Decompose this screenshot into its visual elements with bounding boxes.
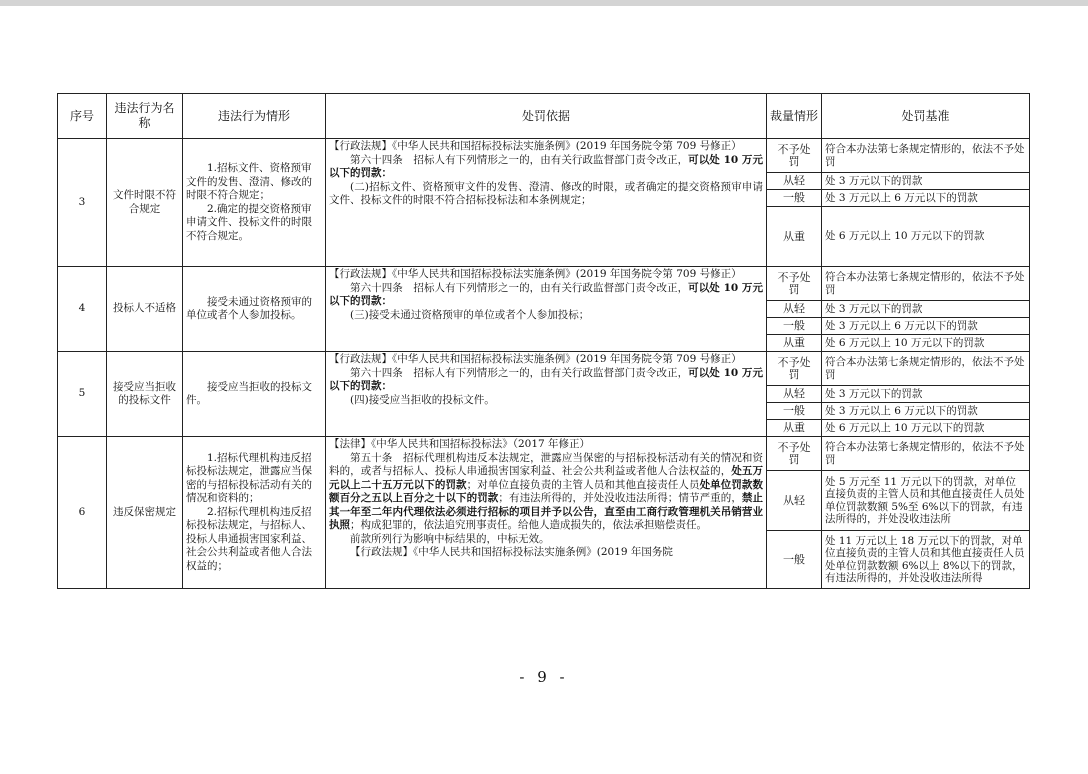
penalty-standard: 处 3 万元以下的罚款: [822, 301, 1030, 318]
table-row: [58, 139, 1030, 173]
row-number: 6: [58, 437, 107, 589]
penalty-basis: [326, 437, 767, 589]
basis-bold-text: 可以处 10 万元以下的罚款：: [329, 366, 763, 392]
basis-paragraph: [329, 394, 763, 408]
header-level: 裁量情形: [767, 94, 822, 139]
situation-item: 接受应当拒收的投标文件。: [186, 380, 312, 406]
basis-bold-text: 可以处 10 万元以下的罚款：: [329, 153, 763, 179]
basis-text: (三)接受未通过资格预审的单位或者个人参加投标；: [350, 308, 590, 321]
penalty-standard: 处 6 万元以上 10 万元以下的罚款: [822, 335, 1030, 352]
discretion-level: 一般: [767, 531, 822, 589]
basis-bold-text: 可以处 10 万元以下的罚款：: [329, 281, 763, 307]
discretion-level: 不予处罚: [767, 437, 822, 471]
penalty-basis: [326, 139, 767, 267]
header-standard: 处罚基准: [822, 94, 1030, 139]
discretion-level: 从重: [767, 207, 822, 267]
basis-paragraph: [329, 452, 763, 533]
table-row: [58, 352, 1030, 386]
discretion-level: 一般: [767, 403, 822, 420]
violation-name: 违反保密规定: [107, 437, 183, 589]
basis-text: 第五十条 招标代理机构违反本法规定，泄露应当保密的与招标投标活动有关的情况和资料的，或者与招标人、投标人串通损害国家利益、社会公共利益或者他人合法权益的，: [329, 451, 763, 477]
basis-text: 【行政法规】《中华人民共和国招标投标法实施条例》(2019 年国务院: [350, 546, 673, 558]
discretion-level: 从轻: [767, 173, 822, 190]
situation-item: 接受未通过资格预审的单位或者个人参加投标。: [186, 295, 312, 321]
penalty-standard: 处 3 万元以上 6 万元以下的罚款: [822, 403, 1030, 420]
basis-paragraph: [329, 181, 763, 208]
basis-paragraph: [329, 367, 763, 394]
penalty-standard: 符合本办法第七条规定情形的，依法不予处罚: [822, 267, 1030, 301]
basis-paragraph: [329, 438, 763, 452]
header-situation: 违法行为情形: [183, 94, 326, 139]
page-number: - 9 -: [519, 668, 569, 686]
basis-paragraph: [329, 353, 763, 367]
basis-bold-text: 处五万元以上二十五万元以下的罚款: [329, 465, 764, 491]
situation-item: 2.确定的提交资格预审申请文件、投标文件的时限不符合规定。: [186, 202, 312, 242]
penalty-standard: 符合本办法第七条规定情形的，依法不予处罚: [822, 437, 1030, 471]
top-edge-bar: [0, 0, 1088, 6]
header-no: 序号: [58, 94, 107, 139]
penalty-standard: 处 3 万元以下的罚款: [822, 386, 1030, 403]
violation-situation: [183, 352, 326, 437]
violation-situation: [183, 437, 326, 589]
penalty-standard: 处 3 万元以上 6 万元以下的罚款: [822, 190, 1030, 207]
table-row: [58, 437, 1030, 471]
basis-paragraph: [329, 546, 763, 560]
discretion-level: 一般: [767, 190, 822, 207]
basis-text: ；对单位直接负责的主管人员和其他直接责任人员: [466, 478, 700, 491]
penalty-standard: 处 3 万元以上 6 万元以下的罚款: [822, 318, 1030, 335]
penalty-standard: 处 6 万元以上 10 万元以下的罚款: [822, 207, 1030, 267]
row-number: 4: [58, 267, 107, 352]
discretion-level: 从轻: [767, 386, 822, 403]
basis-paragraph: [329, 309, 763, 323]
row-number: 5: [58, 352, 107, 437]
header-basis: 处罚依据: [326, 94, 767, 139]
situation-item: 1.招标代理机构违反招标投标法规定，泄露应当保密的与招标投标活动有关的情况和资料的；: [186, 451, 312, 505]
basis-text: 【行政法规】《中华人民共和国招标投标法实施条例》(2019 年国务院令第 709 号修正）: [329, 140, 742, 152]
basis-text: (二)招标文件、资格预审文件的发售、澄清、修改的时限，或者确定的提交资格预审申请文件、投标文件的时限不符合招标投标法和本条例规定；: [329, 180, 763, 206]
basis-paragraph: [329, 140, 763, 154]
basis-paragraph: [329, 533, 763, 547]
basis-paragraph: [329, 154, 763, 181]
basis-bold-text: 禁止其一年至二年内代理依法必须进行招标的项目并予以公告，直至由工商行政管理机关吊销营业执照: [329, 492, 764, 531]
basis-text: 【法律】《中华人民共和国招标投标法》（2017 年修正）: [329, 438, 591, 450]
discretion-level: 从轻: [767, 471, 822, 531]
violation-situation: [183, 267, 326, 352]
header-name: 违法行为名称: [107, 94, 183, 139]
basis-text: 第六十四条 招标人有下列情形之一的，由有关行政监督部门责令改正，: [350, 366, 689, 379]
basis-text: ；有违法所得的，并处没收违法所得；情节严重的，: [498, 492, 742, 504]
basis-text: 【行政法规】《中华人民共和国招标投标法实施条例》(2019 年国务院令第 709 号修正）: [329, 268, 742, 280]
discretion-level: 不予处罚: [767, 139, 822, 173]
basis-text: ；构成犯罪的，依法追究刑事责任。给他人造成损失的，依法承担赔偿责任。: [350, 519, 707, 531]
violation-name: 投标人不适格: [107, 267, 183, 352]
penalty-basis: [326, 352, 767, 437]
violation-name: 文件时限不符合规定: [107, 139, 183, 267]
discretion-level: 一般: [767, 318, 822, 335]
table-row: [58, 267, 1030, 301]
penalty-standard: 符合本办法第七条规定情形的，依法不予处罚: [822, 352, 1030, 386]
discretion-level: 不予处罚: [767, 267, 822, 301]
penalty-standard: 符合本办法第七条规定情形的，依法不予处罚: [822, 139, 1030, 173]
basis-paragraph: [329, 282, 763, 309]
basis-text: 【行政法规】《中华人民共和国招标投标法实施条例》(2019 年国务院令第 709 号修正）: [329, 353, 742, 365]
basis-paragraph: [329, 268, 763, 282]
basis-text: 前款所列行为影响中标结果的，中标无效。: [350, 532, 550, 545]
situation-item: 2.招标代理机构违反招标投标法规定，与招标人、投标人串通损害国家利益、社会公共利益或者他人合法权益的；: [186, 505, 312, 572]
penalty-standard: 处 3 万元以下的罚款: [822, 173, 1030, 190]
penalty-standard: 处 5 万元至 11 万元以下的罚款，对单位直接负责的主管人员和其他直接责任人员处单位罚款数额 5%至 6%以下的罚款，有违法所得的，并处没收违法所: [822, 471, 1030, 531]
discretion-level: 从重: [767, 420, 822, 437]
row-number: 3: [58, 139, 107, 267]
discretion-level: 从重: [767, 335, 822, 352]
header-row: [58, 94, 1030, 139]
penalty-table: [57, 93, 1030, 589]
basis-text: 第六十四条 招标人有下列情形之一的，由有关行政监督部门责令改正，: [350, 153, 689, 166]
basis-text: (四)接受应当拒收的投标文件。: [350, 393, 495, 406]
violation-name: 接受应当拒收的投标文件: [107, 352, 183, 437]
penalty-standard: 处 11 万元以上 18 万元以下的罚款，对单位直接负责的主管人员和其他直接责任人员处单位罚款数额 6%以上 8%以下的罚款，有违法所得的，并处没收违法所得: [822, 531, 1030, 589]
discretion-level: 从轻: [767, 301, 822, 318]
penalty-standard: 处 6 万元以上 10 万元以下的罚款: [822, 420, 1030, 437]
penalty-basis: [326, 267, 767, 352]
situation-item: 1.招标文件、资格预审文件的发售、澄清、修改的时限不符合规定；: [186, 162, 312, 201]
discretion-level: 不予处罚: [767, 352, 822, 386]
basis-text: 第六十四条 招标人有下列情形之一的，由有关行政监督部门责令改正，: [350, 281, 689, 294]
basis-bold-text: 处单位罚款数额百分之五以上百分之十以下的罚款: [329, 478, 764, 504]
violation-situation: [183, 139, 326, 267]
